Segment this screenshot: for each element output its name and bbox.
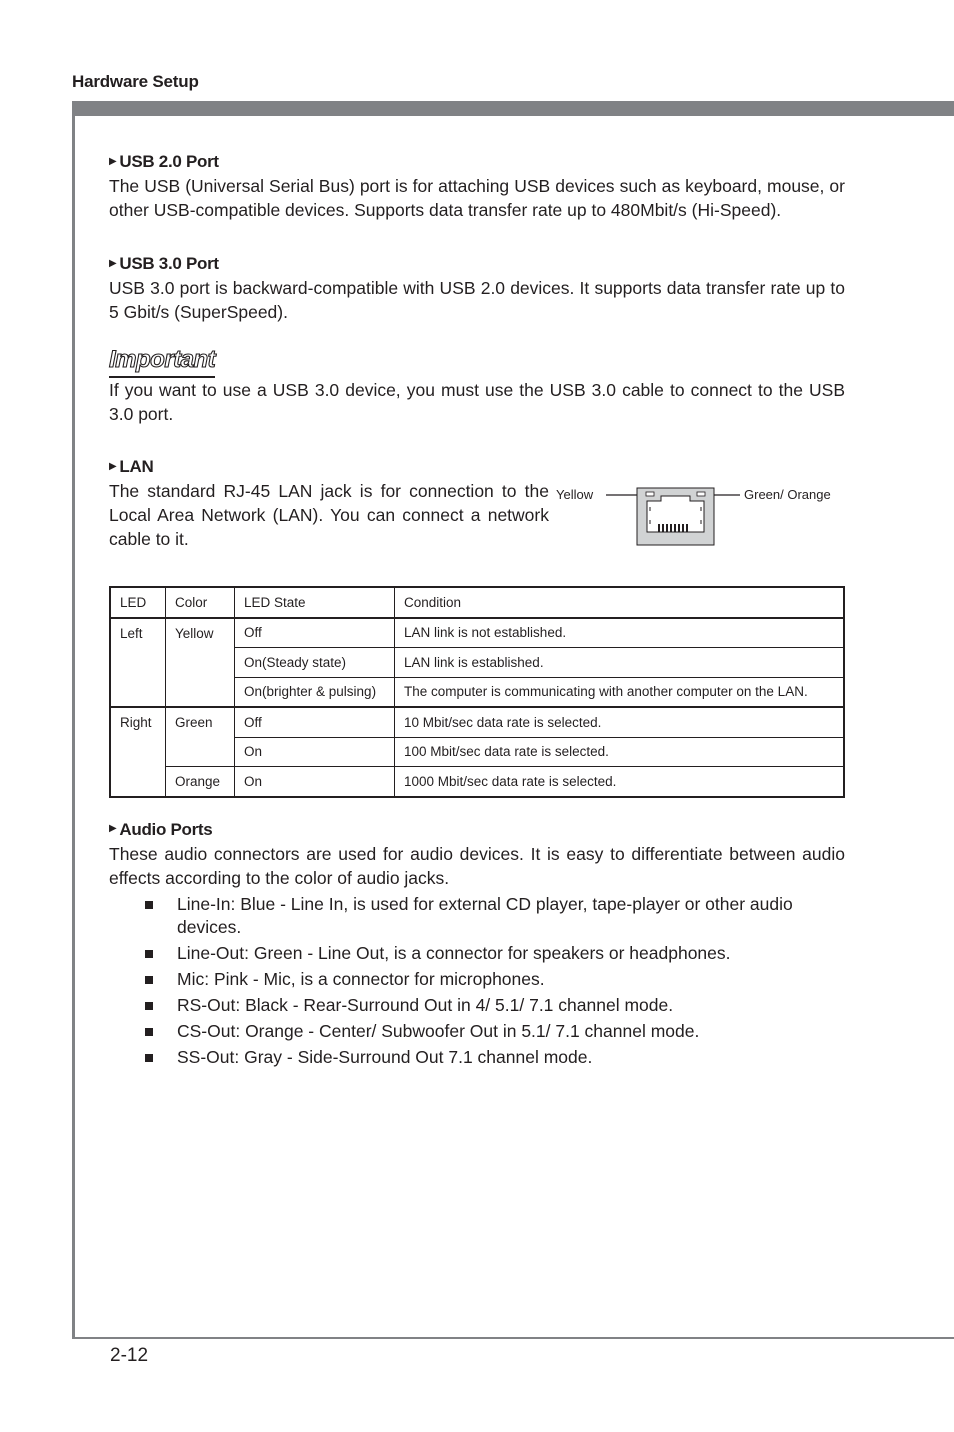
usb2-heading [109,152,845,172]
table-header-cell: Color [166,587,235,618]
header-bar [72,101,954,116]
list-item [109,942,845,965]
bullet-arrow-icon: ▶ [109,257,117,269]
left-margin-bar [72,101,75,1339]
condition-cell: 1000 Mbit/sec data rate is selected. [395,767,845,797]
table-header-cell: LED State [235,587,395,618]
square-bullet-icon [145,976,153,984]
jack-right-label: Green/ Orange [744,487,831,502]
list-item-text: RS-Out: Black - Rear-Surround Out in 4/ 5.1/ 7.1 channel mode. [177,994,674,1015]
important-note [109,346,845,426]
led-cell: Right [110,707,166,797]
square-bullet-icon [145,950,153,958]
table-row [110,767,844,797]
bullet-arrow-icon: ▶ [109,460,117,472]
usb3-heading [109,254,845,274]
lan-body: The standard RJ-45 LAN jack is for connection to the Local Area Network (LAN). You can connect a network cable to it. [109,481,549,549]
color-cell: Green [166,707,235,767]
usb2-body: The USB (Universal Serial Bus) port is for attaching USB devices such as keyboard, mouse, or other USB-compatible devices. Supports data transfer rate up to 480Mbit/s (Hi-Speed). [109,176,845,220]
footer-rule [72,1337,954,1339]
lan-heading [109,457,845,477]
lan-section [109,479,845,551]
square-bullet-icon [145,901,153,909]
important-body: If you want to use a USB 3.0 device, you must use the USB 3.0 cable to connect to the USB 3.0 port. [109,380,845,424]
list-item [109,893,845,939]
page-content [109,152,845,1072]
bullet-arrow-icon: ▶ [109,155,117,167]
color-cell: Yellow [166,618,235,708]
led-state-cell: On [235,737,395,767]
color-cell: Orange [166,767,235,797]
rj45-jack-diagram [555,486,845,556]
led-state-cell: On [235,767,395,797]
table-header-cell: Condition [395,587,845,618]
lan-title: LAN [119,457,154,476]
list-item [109,968,845,991]
condition-cell: 100 Mbit/sec data rate is selected. [395,737,845,767]
usb2-title: USB 2.0 Port [119,152,219,171]
list-item-text: CS-Out: Orange - Center/ Subwoofer Out in 5.1/ 7.1 channel mode. [177,1020,700,1041]
led-state-cell: On(brighter & pulsing) [235,677,395,707]
list-item [109,1046,845,1069]
square-bullet-icon [145,1002,153,1010]
led-state-cell: Off [235,707,395,737]
square-bullet-icon [145,1054,153,1062]
list-item-text: Line-In: Blue - Line In, is used for external CD player, tape-player or other audio devices. [177,893,793,937]
bullet-arrow-icon: ▶ [109,823,117,834]
led-state-cell: On(Steady state) [235,648,395,678]
table-row [110,707,844,737]
list-item-text: Line-Out: Green - Line Out, is a connector for speakers or headphones. [177,942,731,963]
list-item-text: SS-Out: Gray - Side-Surround Out 7.1 channel mode. [177,1046,593,1067]
audio-port-list [109,893,845,1069]
list-item [109,994,845,1017]
audio-heading [109,820,845,840]
page-number: 2-12 [110,1345,149,1366]
usb3-body: USB 3.0 port is backward-compatible with USB 2.0 devices. It supports data transfer rate up to 5 Gbit/s (SuperSpeed). [109,278,845,322]
important-title: Important [109,346,215,378]
audio-title: Audio Ports [119,819,213,839]
jack-left-label: Yellow [556,487,594,502]
table-header-cell: LED [110,587,166,618]
rj45-jack-icon [555,486,845,556]
square-bullet-icon [145,1028,153,1036]
usb3-title: USB 3.0 Port [119,254,219,273]
list-item-text: Mic: Pink - Mic, is a connector for microphones. [177,968,545,989]
led-state-cell: Off [235,618,395,648]
led-cell: Left [110,618,166,708]
condition-cell: LAN link is not established. [395,618,845,648]
lan-led-table [109,586,845,798]
audio-body: These audio connectors are used for audio devices. It is easy to differentiate between audio effects according to the color of audio jacks. [109,843,845,888]
condition-cell: The computer is communicating with another computer on the LAN. [395,677,845,707]
list-item [109,1020,845,1043]
condition-cell: 10 Mbit/sec data rate is selected. [395,707,845,737]
condition-cell: LAN link is established. [395,648,845,678]
table-header-row [110,587,844,618]
section-title: Hardware Setup [72,72,199,91]
table-row [110,618,844,648]
